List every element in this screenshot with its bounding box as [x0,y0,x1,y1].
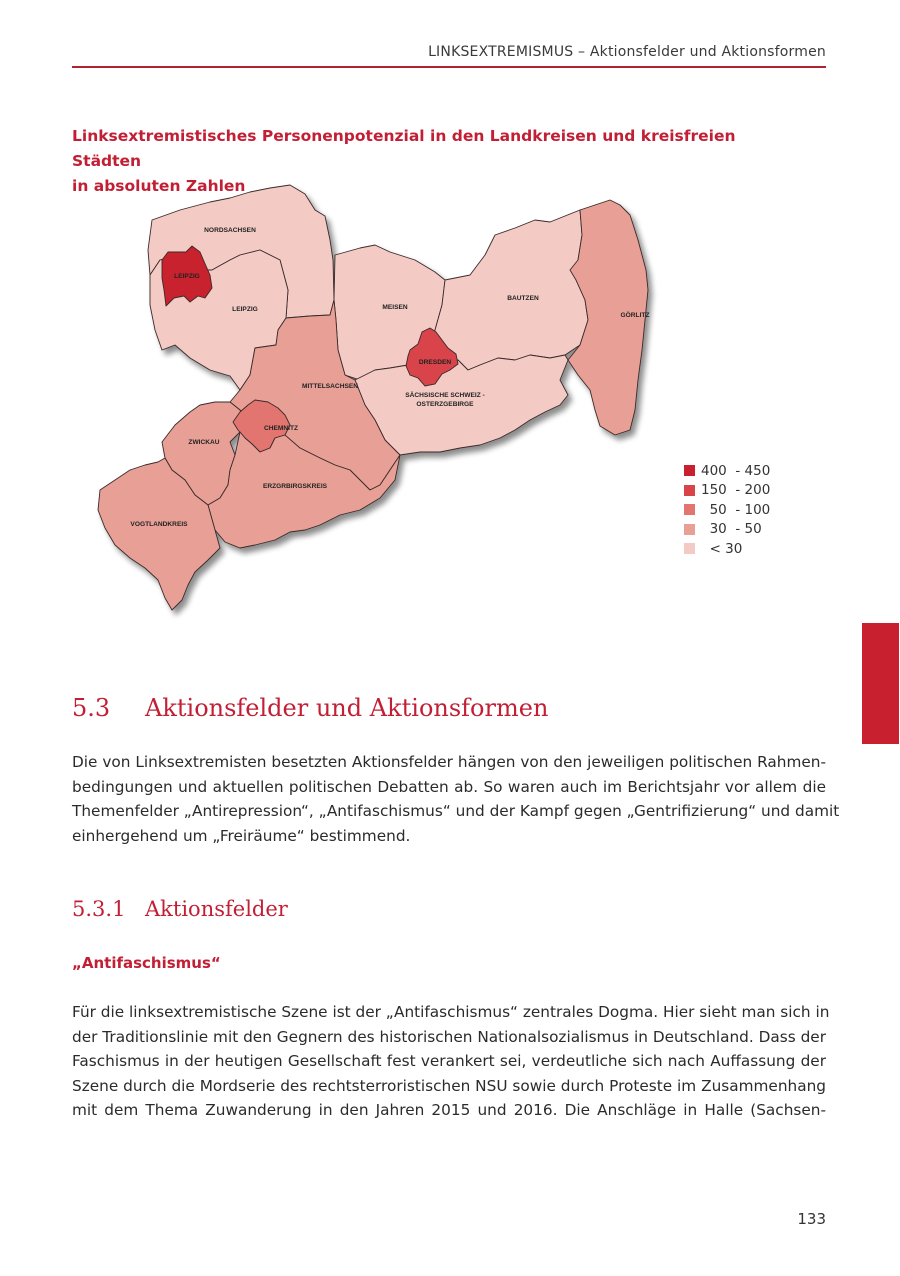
region-bautzen [425,210,588,370]
legend-label: 30 - 50 [701,521,762,538]
section-heading [72,694,548,722]
label-leipzig-district: LEIPZIG [232,306,258,313]
legend-swatch [684,543,695,554]
subsection-number: 5.3.1 [72,897,126,921]
saxony-choropleth-map [90,180,690,620]
section-number: 5.3 [72,694,111,722]
label-bautzen: BAUTZEN [507,295,539,302]
subsection-heading [72,897,288,921]
figure-title-line-1: Linksextremistisches Personenpotenzial in den Landkreisen und kreisfreien Städten [72,127,736,170]
label-goerlitz: GÖRLITZ [620,312,650,319]
legend-item [684,481,770,501]
legend-label: 150 - 200 [701,482,771,499]
header-rule [72,66,826,68]
label-saechsische-schweiz-1: SÄCHSISCHE SCHWEIZ - [405,392,485,399]
page-number: 133 [797,1210,826,1228]
figure-title-line-2: in absoluten Zahlen [72,177,246,195]
label-nordsachsen: NORDSACHSEN [204,227,256,234]
map-svg [90,180,690,620]
paragraph-line: einhergehend um „Freiräume“ bestimmend. [72,826,411,845]
label-leipzig-city: LEIPZIG [174,273,200,280]
legend-swatch [684,504,695,515]
paragraph-line: Faschismus in der heutigen Gesellschaft fest verankert sei, verdeutliche sich nach Auffassung der [72,1052,826,1071]
paragraph-line: der Traditionslinie mit den Gegnern des historischen Nationalsozialismus in Deutschland. Dass der [72,1027,826,1046]
paragraph-line: Für die linksextremistische Szene ist der „Antifaschismus“ zentrales Dogma. Hier sieht man sich in [72,1003,830,1021]
paragraph-line: Die von Linksextremisten besetzten Aktionsfelder hängen von den jeweiligen politischen Rahmen- [72,753,826,771]
legend-item [684,539,770,559]
legend-label: < 30 [701,540,743,557]
legend-label: 400 - 450 [701,462,771,479]
map-legend [684,461,770,559]
label-vogtlandkreis: VOGTLANDKREIS [130,521,188,528]
subsection-title: Aktionsfelder [145,897,288,921]
legend-swatch [684,524,695,535]
label-mittelsachsen: MITTELSACHSEN [301,383,359,390]
label-zwickau: ZWICKAU [188,439,220,446]
topic-heading: „Antifaschismus“ [72,954,221,972]
label-saechsische-schweiz-2: OSTERZGEBIRGE [416,401,474,408]
legend-item [684,520,770,540]
paragraph-line: Themenfelder „Antirepression“, „Antifaschismus“ und der Kampf gegen „Gentrifizierung“ und damit [72,802,840,821]
section-title: Aktionsfelder und Aktionsformen [145,694,549,722]
section-paragraph [72,750,840,848]
paragraph-line: Szene durch die Mordserie des rechtsterroristischen NSU sowie durch Proteste im Zusammenhang [72,1076,826,1095]
label-meisen: MEISEN [382,304,408,311]
chapter-side-tab [862,623,899,744]
label-dresden: DRESDEN [418,359,452,366]
label-erzgebirgskreis: ERZGRBIRGSKREIS [262,483,328,490]
label-chemnitz: CHEMNITZ [263,425,299,432]
legend-swatch [684,465,695,476]
legend-swatch [684,485,695,496]
paragraph-line: mit dem Thema Zuwanderung in den Jahren 2015 und 2016. Die Anschläge in Halle (Sachsen- [72,1101,826,1120]
legend-item [684,500,770,520]
legend-item [684,461,770,481]
paragraph-line: bedingungen und aktuellen politischen Debatten ab. So waren auch im Berichtsjahr vor allem die [72,777,826,796]
subsection-paragraph [72,1000,830,1123]
legend-label: 50 - 100 [701,501,771,518]
running-header: LINKSEXTREMISMUS – Aktionsfelder und Aktionsformen [428,44,826,60]
